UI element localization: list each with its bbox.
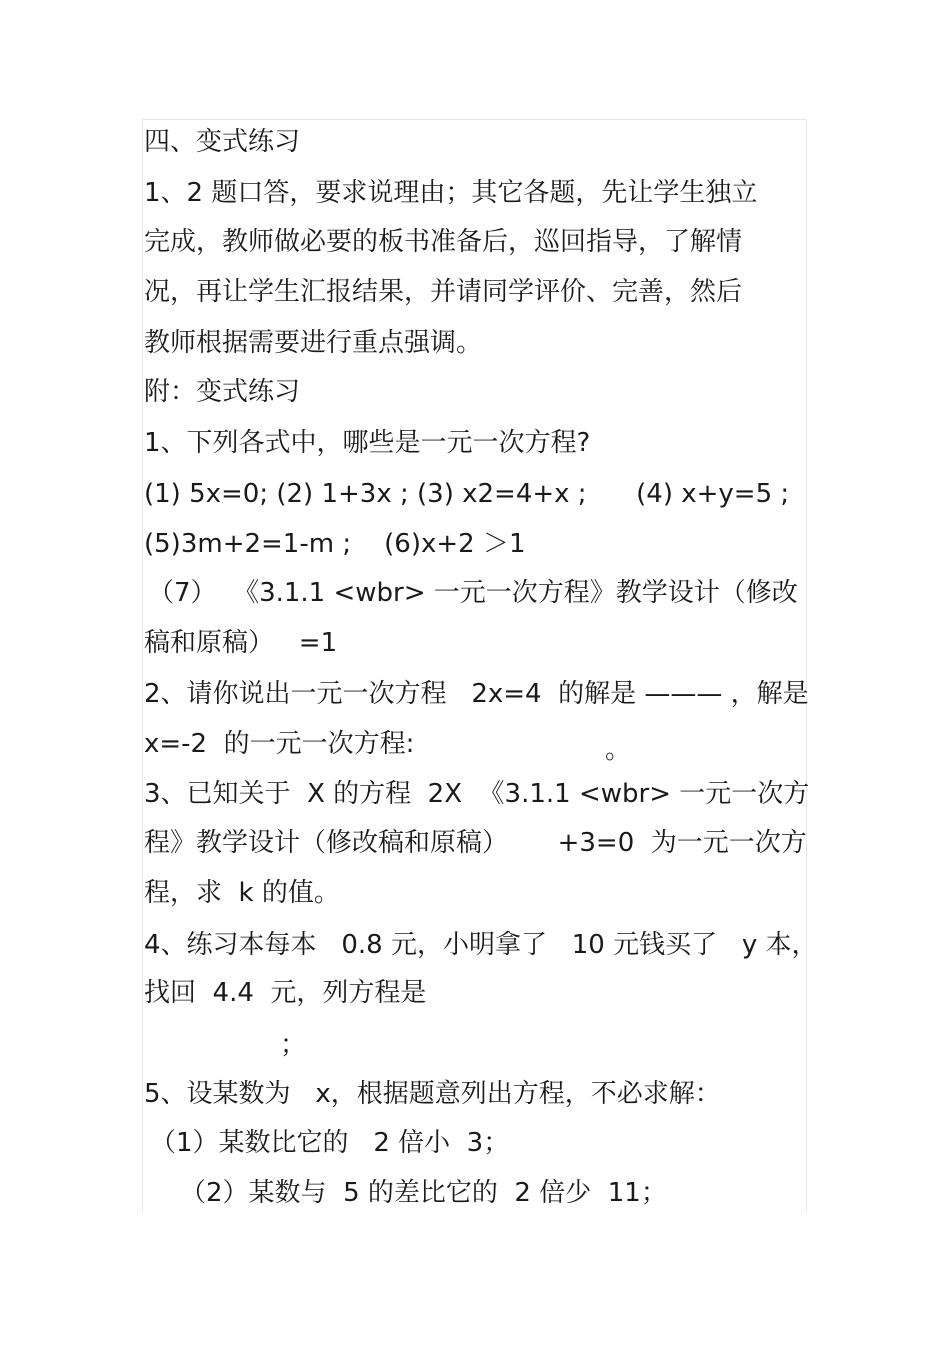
question-1-options-a: (1) 5x=0; (2) 1+3x ; (3) x2=4+x ; (4) x+y=5 ;	[144, 479, 790, 509]
question-1-options-b: (5)3m+2=1-m ; (6)x+2 ＞1	[144, 529, 526, 559]
instruction-line-2: 完成，教师做必要的板书准备后，巡回指导，了解情	[144, 227, 743, 257]
instruction-line-3: 况，再让学生汇报结果，并请同学评价、完善，然后	[144, 277, 743, 307]
question-4-semicolon: ；	[280, 1030, 307, 1060]
question-3-cont: 程》教学设计（修改稿和原稿） +3=0 为一元一次方	[144, 828, 807, 858]
question-3-end: 程，求 k 的值。	[144, 878, 340, 908]
question-1: 1、下列各式中，哪些是一元一次方程?	[144, 428, 591, 458]
question-2-cont: x=-2 的一元一次方程:	[144, 729, 415, 759]
section-heading: 四、变式练习	[144, 127, 301, 157]
question-3: 3、已知关于 X 的方程 2X 《3.1.1 <wbr> 一元一次方	[144, 779, 810, 809]
instruction-line-1: 1、2 题口答，要求说理由；其它各题，先让学生独立	[144, 178, 758, 208]
question-1-options-c: （7） 《3.1.1 <wbr> 一元一次方程》教学设计（修改	[148, 578, 798, 608]
question-4: 4、练习本每本 0.8 元，小明拿了 10 元钱买了 y 本，	[144, 930, 818, 960]
appendix-heading: 附：变式练习	[144, 377, 301, 407]
instruction-line-4: 教师根据需要进行重点强调。	[144, 328, 483, 358]
question-5-item-1: （1）某数比它的 2 倍小 3；	[150, 1128, 510, 1158]
question-5-item-2: （2）某数与 5 的差比它的 2 倍少 11；	[180, 1178, 667, 1208]
question-2-period: 。	[605, 735, 632, 765]
question-2: 2、请你说出一元一次方程 2x=4 的解是 ——— ，解是	[144, 679, 809, 709]
question-1-options-d: 稿和原稿） =1	[144, 628, 338, 658]
question-5: 5、设某数为 x，根据题意列出方程，不必求解：	[144, 1079, 721, 1109]
question-4-cont: 找回 4.4 元，列方程是	[144, 978, 427, 1008]
